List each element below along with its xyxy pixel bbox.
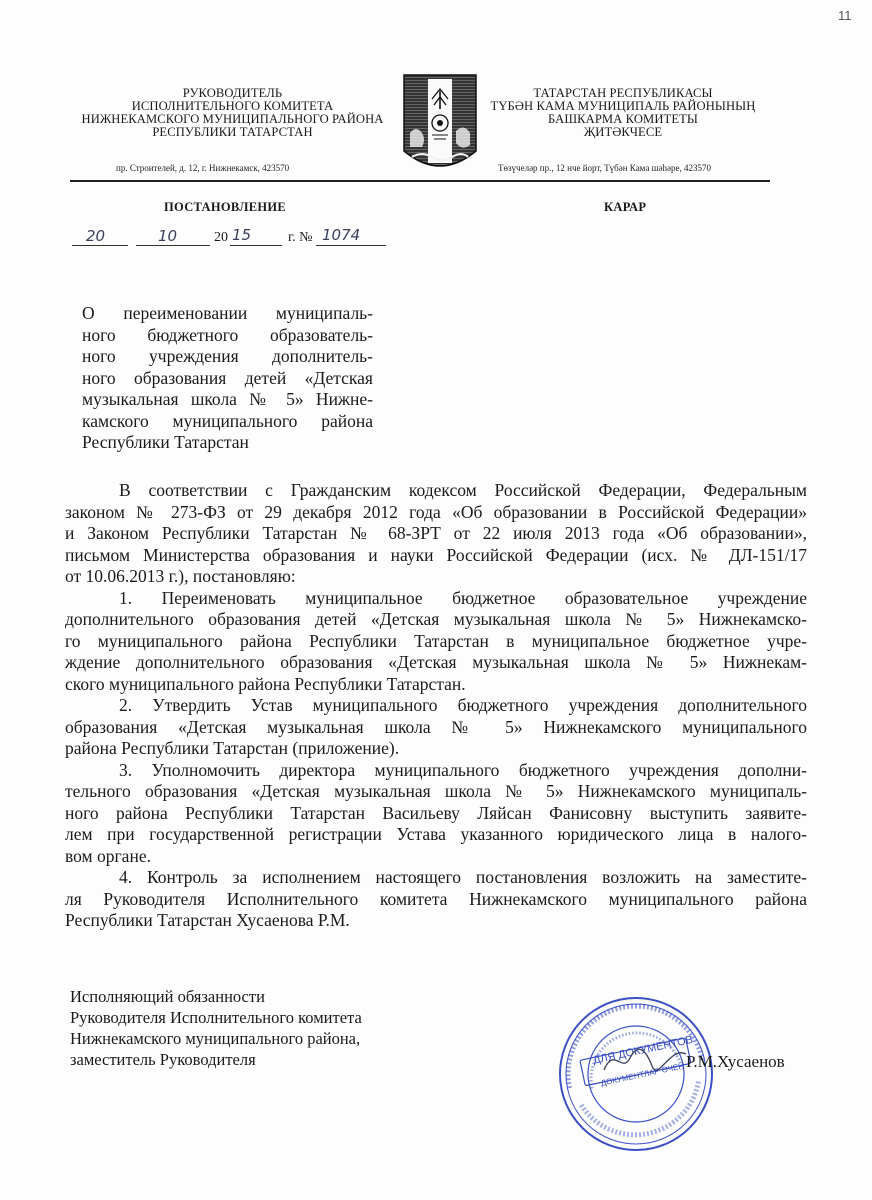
date-day: 20 <box>86 227 106 245</box>
document-body <box>65 480 807 932</box>
subject-block <box>82 303 373 454</box>
stamp-text-1: ДЛЯ ДОКУМЕНТОВ <box>592 1033 695 1067</box>
body-line: тельного образования «Детская музыкальная школа № 5» Нижнекамского муниципаль- <box>65 781 807 801</box>
coat-of-arms-emblem <box>402 73 478 177</box>
body-line: ждение дополнительного образования «Детская музыкальная школа № 5» Нижнекам- <box>65 652 807 672</box>
body-line: ного района Республики Татарстан Васильеву Ляйсан Фанисовну выступить заявите- <box>65 802 807 823</box>
header-right-line: БАШКАРМА КОМИТЕТЫ <box>547 112 699 126</box>
body-line: района Республики Татарстан (приложение). <box>65 738 400 758</box>
body-line: образования «Детская музыкальная школа № 5» Нижнекамского муниципального <box>65 716 807 737</box>
body-line: 2. Утвердить Устав муниципального бюджетного учреждения дополнительного <box>119 695 807 715</box>
header-left-line: РЕСПУБЛИКИ ТАТАРСТАН <box>152 125 313 139</box>
date-month: 10 <box>158 227 178 245</box>
page-number: 11 <box>838 8 852 23</box>
date-month-underline <box>136 245 210 246</box>
item-4 <box>65 867 807 932</box>
body-line: ля Руководителя Исполнительного комитета Нижнекамского муниципального района <box>65 888 807 909</box>
header-right-line: ҖИТӘКЧЕСЕ <box>583 125 663 139</box>
subject-line: камского муниципального района <box>82 410 373 431</box>
signer-name: Р.М.Хусаенов <box>686 1052 785 1071</box>
body-line: лем при государственной регистрации Устава указанного юридического лица в налого- <box>65 824 807 844</box>
date-day-underline <box>72 245 128 246</box>
subject-line: О переименовании муниципаль- <box>82 303 373 323</box>
header-left-line: РУКОВОДИТЕЛЬ <box>182 86 283 100</box>
body-line: Республики Татарстан Хусаенова Р.М. <box>65 910 350 930</box>
subject-line: ного образования детей «Детская <box>82 367 373 388</box>
title-karar: КАРАР <box>604 200 647 214</box>
body-line: го муниципального района Республики Татарстан в муниципальное бюджетное учре- <box>65 630 807 651</box>
preamble-paragraph <box>65 480 807 588</box>
body-line: дополнительного образования детей «Детская музыкальная школа № 5» Нижнекамско- <box>65 609 807 629</box>
body-line: и Законом Республики Татарстан № 68-ЗРТ от 22 июля 2013 года «Об образовании», <box>65 523 807 543</box>
year-prefix: 20 <box>214 230 228 245</box>
body-line: 1. Переименовать муниципальное бюджетное образовательное учреждение <box>119 587 807 608</box>
header-right <box>478 87 768 139</box>
body-line: 4. Контроль за исполнением настоящего постановления возложить на заместите- <box>119 867 807 887</box>
doc-number: 1074 <box>322 226 361 244</box>
signature-block <box>70 986 362 1070</box>
year-suffix: 15 <box>232 226 252 244</box>
number-label: г. № <box>288 230 313 245</box>
header-left <box>60 87 405 139</box>
signature-line: Исполняющий обязанности <box>70 987 265 1006</box>
header-right-address: Төзүчеләр пр., 12 нче йорт, Түбән Кама шәһәре, 423570 <box>498 163 711 173</box>
body-line: от 10.06.2013 г.), постановляю: <box>65 566 296 586</box>
number-underline <box>316 245 386 246</box>
stamp-text-2: ДОКУМЕНТЛАР ӨЧЕН <box>600 1061 685 1088</box>
subject-line: ного бюджетного образователь- <box>82 324 373 345</box>
header-divider <box>70 180 770 182</box>
signature-line: заместитель Руководителя <box>70 1050 256 1069</box>
title-postanovlenie: ПОСТАНОВЛЕНИЕ <box>164 200 287 214</box>
item-1 <box>65 588 807 696</box>
body-line: письмом Министерства образования и науки Российской Федерации (исх. № ДЛ-151/17 <box>65 544 807 565</box>
emblem-graphic <box>402 73 478 177</box>
header-left-line: НИЖНЕКАМСКОГО МУНИЦИПАЛЬНОГО РАЙОНА <box>81 112 384 126</box>
signature-graphic <box>600 1040 690 1080</box>
year-underline <box>230 245 282 246</box>
signature-line: Нижнекамского муниципального района, <box>70 1029 361 1048</box>
subject-line: Республики Татарстан <box>82 432 249 452</box>
body-line: вом органе. <box>65 845 151 866</box>
header-right-line: ТАТАРСТАН РЕСПУБЛИКАСЫ <box>533 86 713 100</box>
body-line: ского муниципального района Республики Татарстан. <box>65 673 466 694</box>
header-left-line: ИСПОЛНИТЕЛЬНОГО КОМИТЕТА <box>131 99 334 113</box>
signature-line: Руководителя Исполнительного комитета <box>70 1008 362 1027</box>
subject-line: музыкальная школа № 5» Нижне- <box>82 389 373 409</box>
subject-line: ного учреждения дополнитель- <box>82 346 373 366</box>
body-line: законом № 273-ФЗ от 29 декабря 2012 года «Об образовании в Российской Федерации» <box>65 501 807 522</box>
handwritten-signature <box>600 1040 690 1080</box>
item-2 <box>65 695 807 760</box>
date-number-line <box>72 226 392 250</box>
item-3 <box>65 760 807 868</box>
body-line: 3. Уполномочить директора муниципального бюджетного учреждения дополни- <box>119 759 807 780</box>
header-right-line: ТҮБӘН КАМА МУНИЦИПАЛЬ РАЙОНЫНЫҢ <box>490 99 756 113</box>
body-line: В соответствии с Гражданским кодексом Российской Федерации, Федеральным <box>119 480 807 500</box>
header-left-address: пр. Строителей, д. 12, г. Нижнекамск, 423570 <box>116 163 290 173</box>
